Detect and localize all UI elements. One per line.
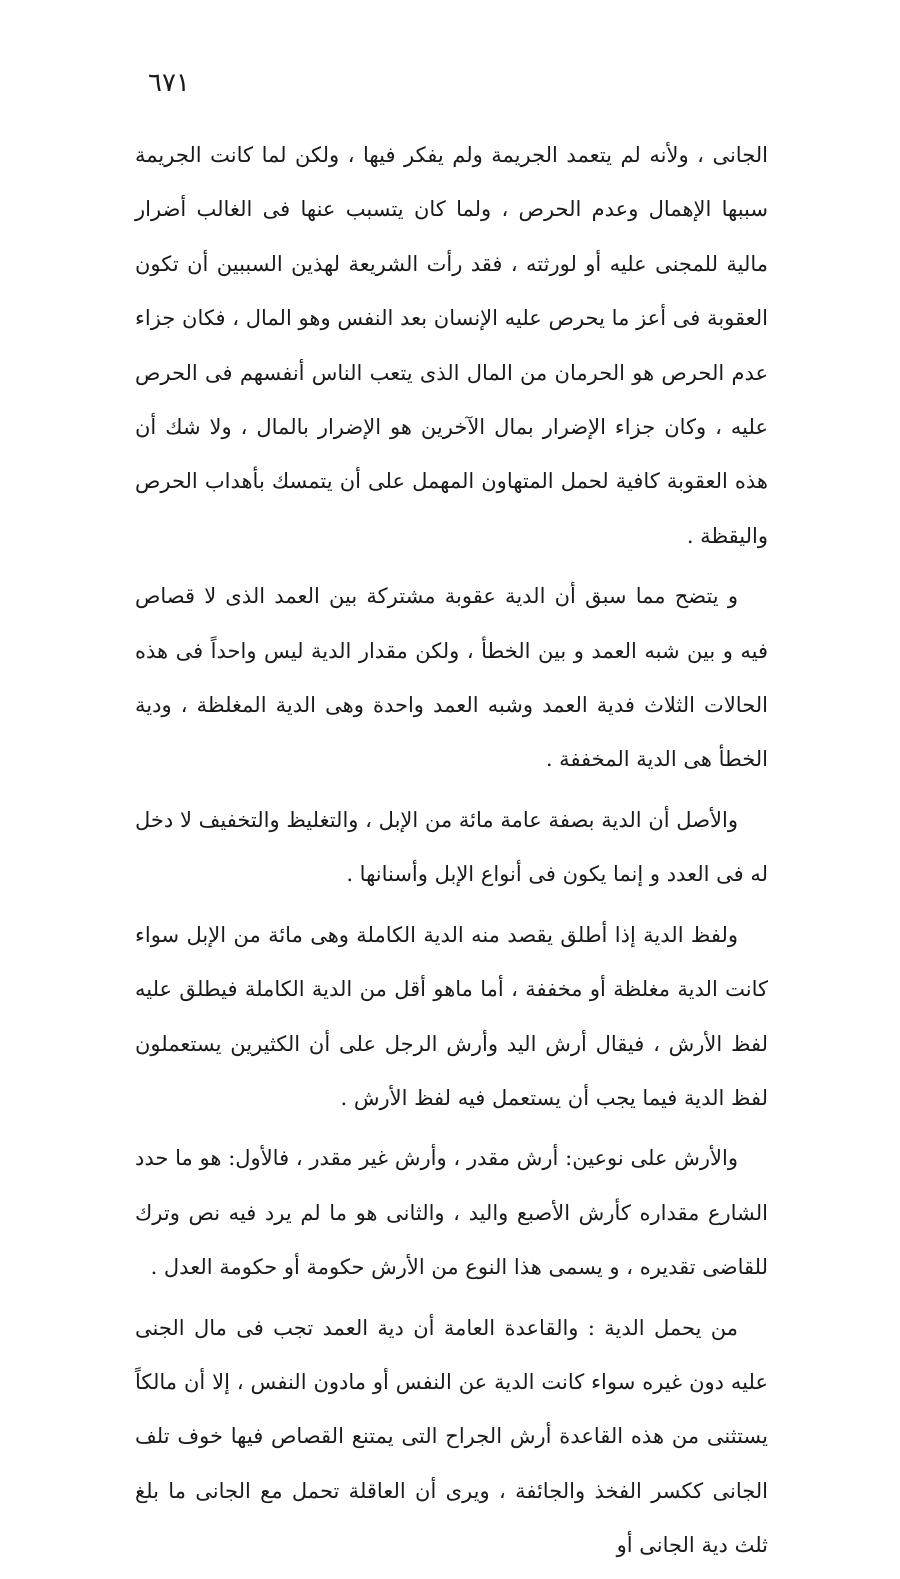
paragraph-2: و يتضح مما سبق أن الدية عقوبة مشتركة بين العمد الذى لا قصاص فيه و بين شبه العمد و بين الخطأ ، ولكن مقدار الدية ليس واحداً فى هذه الحالات الثلاث فدية العمد وشبه العمد واحدة وهى الدية المغلظة ، ودية الخطأ هى الدية المخففة .	[135, 584, 768, 772]
page-number: ٦٧١	[148, 68, 190, 98]
paragraph-5: والأرش على نوعين: أرش مقدر ، وأرش غير مقدر ، فالأول: هو ما حدد الشارع مقداره كأرش الأصبع واليد ، والثانى هو ما لم يرد فيه نص وترك للقاضى تقديره ، و يسمى هذا النوع من الأرش حكومة أو حكومة العدل .	[135, 1146, 768, 1280]
paragraph-1: الجانى ، ولأنه لم يتعمد الجريمة ولم يفكر فيها ، ولكن لما كانت الجريمة سببها الإهمال وعدم الحرص ، ولما كان يتسبب عنها فى الغالب أضرار مالية للمجنى عليه أو لورثته ، فقد رأت الشريعة لهذين السببين أن تكون العقوبة فى أعز ما يحرص عليه الإنسان بعد النفس وهو المال ، فكان جزاء عدم الحرص هو الحرمان من المال الذى يتعب الناس أنفسهم فى الحرص عليه ، وكان جزاء الإضرار بمال الآخرين هو الإضرار بالمال ، ولا شك أن هذه العقوبة كافية لحمل المتهاون المهمل على أن يتمسك بأهداب الحرص واليقظة .	[135, 143, 768, 548]
paragraph-6-text: والقاعدة العامة أن دية العمد تجب فى مال الجنى عليه دون غيره سواء كانت الدية عن النفس أو مادون النفس ، إلا أن مالكاً يستثنى من هذه القاعدة أرش الجراح التى يمتنع القصاص فيها خوف تلف الجانى ككسر الفخذ والجائفة ، ويرى أن العاقلة تحمل مع الجانى ما بلغ ثلث دية الجانى أو	[135, 1315, 768, 1558]
paragraph-6	[135, 1301, 768, 1573]
paragraph-3: والأصل أن الدية بصفة عامة مائة من الإبل ، والتغليظ والتخفيف لا دخل له فى العدد و إنما يكون فى أنواع الإبل وأسنانها .	[135, 807, 768, 887]
paragraph-4: ولفظ الدية إذا أطلق يقصد منه الدية الكاملة وهى مائة من الإبل سواء كانت الدية مغلظة أو مخففة ، أما ماهو أقل من الدية الكاملة فيطلق عليه لفظ الأرش ، فيقال أرش اليد وأرش الرجل على أن الكثيرين يستعملون لفظ الدية فيما يجب أن يستعمل فيه لفظ الأرش .	[135, 922, 768, 1110]
section-heading: من يحمل الدية :	[587, 1315, 739, 1340]
body-text	[135, 128, 768, 1579]
